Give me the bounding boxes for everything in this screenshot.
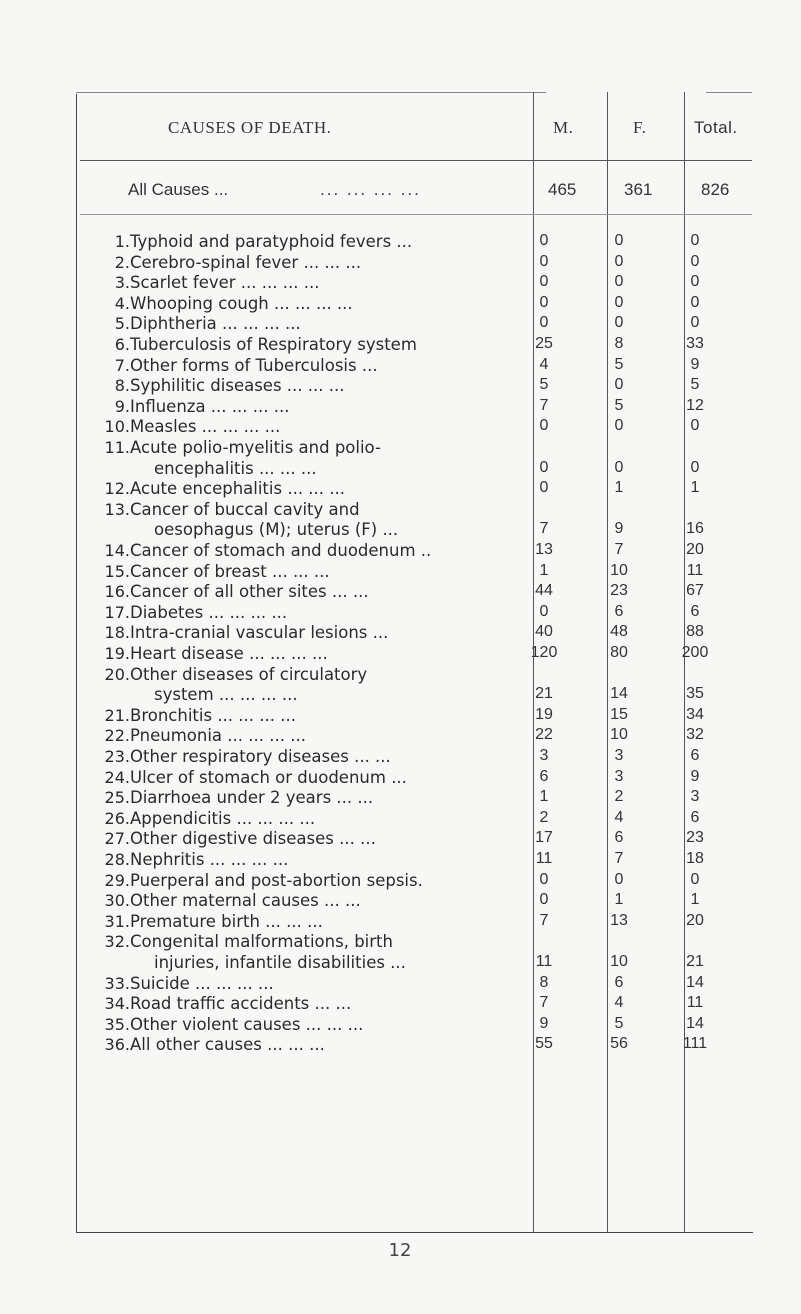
all-causes-dots: ... ... ... ...: [320, 180, 421, 199]
row-number: 23.: [104, 747, 130, 766]
cause-label: Other diseases of circulatory: [130, 664, 368, 684]
cause-label: Nephritis ... ... ... ...: [130, 850, 289, 869]
value-total: 33: [686, 335, 704, 352]
table-row: [76, 850, 752, 870]
cause-label: Tuberculosis of Respiratory system: [130, 335, 417, 354]
value-m: 7: [539, 396, 549, 414]
table-row: [76, 253, 752, 273]
row-number: 2.: [114, 252, 130, 272]
cause-label: Pneumonia ... ... ... ...: [130, 726, 306, 746]
value-m: 6: [539, 767, 549, 785]
row-number: 1.: [114, 232, 130, 251]
value-f: 1: [614, 479, 624, 497]
all-causes-rule: [80, 214, 752, 215]
value-f: 0: [614, 417, 624, 435]
table-row: [76, 891, 752, 911]
row-number: 36.: [104, 1035, 130, 1055]
row-number: 12.: [104, 479, 130, 499]
value-f: 0: [614, 293, 624, 311]
cause-label: Heart disease ... ... ... ...: [130, 644, 328, 663]
value-total: 0: [690, 232, 700, 249]
row-number: 8.: [114, 376, 130, 396]
value-m: 7: [539, 911, 549, 929]
value-m: 13: [535, 541, 553, 558]
value-total: 0: [690, 252, 700, 270]
row-number: 28.: [104, 850, 130, 869]
cause-label: Measles ... ... ... ...: [130, 417, 281, 437]
value-m: 3: [539, 747, 549, 764]
table-row: [76, 829, 752, 849]
table-row: [76, 1035, 752, 1055]
value-total: 20: [686, 911, 704, 929]
table-row: [76, 788, 752, 808]
value-total: 9: [690, 767, 700, 785]
value-total: 6: [690, 602, 700, 620]
value-total: 88: [686, 623, 704, 641]
table-row: [76, 912, 752, 932]
table-top-border: [76, 92, 546, 93]
value-f: 1: [614, 891, 624, 909]
value-total: 6: [690, 747, 700, 764]
cause-label: All other causes ... ... ...: [130, 1035, 325, 1055]
value-total: 0: [690, 417, 700, 435]
value-total: 32: [686, 726, 704, 744]
row-number: 18.: [104, 623, 130, 643]
table-row: [76, 932, 752, 972]
cause-label: Syphilitic diseases ... ... ...: [130, 376, 345, 396]
row-number: 35.: [104, 1014, 130, 1034]
page-number: 12: [388, 1240, 412, 1261]
value-m: 1: [539, 788, 549, 806]
value-f: 0: [614, 314, 624, 332]
row-number: 27.: [104, 829, 130, 849]
value-m: 4: [539, 355, 549, 373]
value-f: 0: [614, 458, 624, 476]
table-row: [76, 623, 752, 643]
row-number: 24.: [104, 767, 130, 787]
value-m: 2: [539, 808, 549, 826]
value-m: 44: [535, 582, 553, 600]
table-top-border-right: [706, 92, 752, 93]
value-f: 14: [610, 685, 628, 703]
row-number: 25.: [104, 788, 130, 808]
row-number: 34.: [104, 994, 130, 1014]
cause-label: Cerebro-spinal fever ... ... ...: [130, 252, 362, 272]
row-number: 9.: [114, 396, 130, 416]
row-number: 20.: [104, 664, 130, 684]
value-m: 40: [535, 623, 553, 641]
value-total: 21: [686, 952, 704, 970]
table-row: [76, 541, 752, 561]
table-row: [76, 417, 752, 437]
table-row: [76, 747, 752, 767]
value-total: 9: [690, 355, 700, 373]
cause-label: Other respiratory diseases ... ...: [130, 747, 391, 766]
header-rule: [80, 160, 752, 161]
cause-label: system ... ... ... ...: [154, 685, 298, 705]
row-number: 30.: [104, 891, 130, 911]
value-f: 3: [614, 767, 624, 785]
row-number: 22.: [104, 726, 130, 746]
all-causes-total: 826: [701, 180, 730, 199]
table-row: [76, 706, 752, 726]
cause-label: Scarlet fever ... ... ... ...: [130, 273, 320, 293]
row-number: 14.: [104, 541, 130, 560]
value-m: 22: [535, 726, 553, 744]
value-m: 8: [539, 973, 549, 991]
value-total: 34: [686, 705, 704, 723]
value-f: 10: [610, 726, 628, 744]
value-total: 14: [686, 973, 704, 991]
value-m: 0: [539, 602, 549, 620]
table-row: [76, 294, 752, 314]
value-total: 0: [690, 458, 700, 476]
value-f: 10: [610, 561, 628, 579]
value-m: 0: [539, 479, 549, 497]
table-row: [76, 479, 752, 499]
cause-label: Congenital malformations, birth: [130, 932, 393, 952]
table-row: [76, 335, 752, 355]
table-row: [76, 871, 752, 891]
table-row: [76, 499, 752, 540]
value-f: 7: [614, 850, 624, 867]
row-number: 33.: [104, 973, 130, 993]
cause-label: Suicide ... ... ... ...: [130, 973, 274, 993]
table-row: [76, 356, 752, 376]
value-total: 11: [686, 561, 704, 579]
value-f: 4: [614, 808, 624, 826]
value-f: 2: [614, 788, 624, 806]
m-header: M.: [553, 118, 574, 137]
value-total: 0: [690, 870, 700, 888]
all-causes-m: 465: [548, 180, 577, 199]
value-m: 21: [535, 685, 553, 703]
value-m: 0: [539, 273, 549, 291]
value-total: 35: [686, 685, 704, 703]
cause-label: Diabetes ... ... ... ...: [130, 602, 288, 622]
value-total: 67: [686, 582, 704, 600]
value-m: 120: [530, 644, 558, 661]
value-m: 0: [539, 252, 549, 270]
row-number: 3.: [114, 273, 130, 293]
row-number: 32.: [104, 932, 130, 952]
cause-label: oesophagus (M); uterus (F) ...: [154, 520, 399, 540]
row-number: 10.: [104, 417, 130, 437]
all-causes-f: 361: [624, 180, 653, 199]
value-m: 11: [535, 850, 553, 867]
value-total: 0: [690, 314, 700, 332]
value-f: 0: [614, 252, 624, 270]
value-m: 1: [539, 561, 549, 579]
cause-label: Puerperal and post-abortion sepsis.: [130, 870, 423, 890]
row-number: 21.: [104, 705, 130, 725]
cause-label: Premature birth ... ... ...: [130, 911, 323, 931]
value-f: 0: [614, 273, 624, 291]
value-m: 0: [539, 232, 549, 249]
table-row: [76, 273, 752, 293]
table-row: [76, 314, 752, 334]
value-m: 25: [535, 335, 553, 352]
table-row: [76, 726, 752, 746]
value-m: 0: [539, 891, 549, 909]
table-row: [76, 376, 752, 396]
cause-label: Appendicitis ... ... ... ...: [130, 808, 316, 828]
cause-label: Acute polio-myelitis and polio-: [130, 438, 381, 457]
table-row: [76, 438, 752, 478]
cause-label: Intra-cranial vascular lesions ...: [130, 623, 389, 643]
value-total: 12: [686, 396, 704, 414]
f-header: F.: [633, 118, 647, 137]
row-number: 26.: [104, 808, 130, 828]
table-row: [76, 664, 752, 705]
value-total: 1: [690, 479, 700, 497]
row-number: 7.: [114, 355, 130, 375]
value-f: 5: [614, 355, 624, 373]
table-row: [76, 768, 752, 788]
table-row: [76, 994, 752, 1014]
cause-label: Cancer of buccal cavity and: [130, 499, 360, 519]
value-total: 200: [681, 644, 709, 661]
row-number: 4.: [114, 293, 130, 313]
value-f: 0: [614, 376, 624, 394]
all-causes-label: All Causes ...: [128, 180, 229, 199]
value-m: 19: [535, 705, 553, 723]
value-total: 18: [686, 850, 704, 867]
cause-label: Other maternal causes ... ...: [130, 891, 361, 911]
row-number: 5.: [114, 314, 130, 334]
table-row: [76, 644, 752, 664]
table-row: [76, 1015, 752, 1035]
table-row: [76, 232, 752, 252]
value-m: 17: [535, 829, 553, 847]
value-m: 7: [539, 994, 549, 1012]
value-m: 11: [535, 952, 553, 970]
value-total: 1: [690, 891, 700, 909]
cause-label: Typhoid and paratyphoid fevers ...: [130, 232, 413, 251]
cause-label: Cancer of stomach and duodenum ..: [130, 541, 432, 560]
value-f: 23: [610, 582, 628, 600]
value-f: 4: [614, 994, 624, 1012]
table-row: [76, 603, 752, 623]
cause-label: Influenza ... ... ... ...: [130, 396, 290, 416]
value-f: 10: [610, 952, 628, 970]
value-f: 3: [614, 747, 624, 764]
value-total: 6: [690, 808, 700, 826]
value-total: 11: [686, 994, 704, 1012]
value-m: 0: [539, 417, 549, 435]
table-row: [76, 562, 752, 582]
value-total: 23: [686, 829, 704, 847]
cause-label: Ulcer of stomach or duodenum ...: [130, 767, 407, 787]
cause-label: Other forms of Tuberculosis ...: [130, 355, 378, 375]
table-row: [76, 809, 752, 829]
value-total: 16: [686, 520, 704, 538]
value-m: 55: [535, 1035, 553, 1053]
cause-label: injuries, infantile disabilities ...: [154, 952, 406, 972]
cause-label: Diphtheria ... ... ... ...: [130, 314, 301, 334]
value-total: 0: [690, 293, 700, 311]
value-m: 0: [539, 293, 549, 311]
cause-label: Whooping cough ... ... ... ...: [130, 293, 353, 313]
value-total: 0: [690, 273, 700, 291]
value-m: 0: [539, 458, 549, 476]
row-number: 15.: [104, 561, 130, 581]
value-f: 8: [614, 335, 624, 352]
cause-label: Road traffic accidents ... ...: [130, 994, 352, 1014]
cause-label: encephalitis ... ... ...: [154, 458, 317, 478]
row-number: 16.: [104, 582, 130, 602]
cause-label: Acute encephalitis ... ... ...: [130, 479, 346, 499]
cause-label: Bronchitis ... ... ... ...: [130, 705, 296, 725]
value-f: 0: [614, 870, 624, 888]
value-m: 9: [539, 1014, 549, 1032]
value-f: 6: [614, 602, 624, 620]
value-f: 48: [610, 623, 628, 641]
value-m: 0: [539, 314, 549, 332]
row-number: 11.: [104, 438, 130, 457]
value-total: 3: [690, 788, 700, 806]
table-row: [76, 974, 752, 994]
value-m: 5: [539, 376, 549, 394]
value-f: 6: [614, 973, 624, 991]
causes-header: CAUSES OF DEATH.: [168, 118, 332, 137]
row-number: 6.: [114, 335, 130, 354]
value-total: 20: [686, 541, 704, 558]
cause-label: Other digestive diseases ... ...: [130, 829, 376, 849]
value-total: 14: [686, 1014, 704, 1032]
table-row: [76, 582, 752, 602]
value-f: 5: [614, 396, 624, 414]
value-total: 5: [690, 376, 700, 394]
value-m: 0: [539, 870, 549, 888]
row-number: 31.: [104, 911, 130, 931]
row-number: 19.: [104, 644, 130, 663]
value-f: 56: [610, 1035, 628, 1053]
value-f: 6: [614, 829, 624, 847]
row-number: 13.: [104, 499, 130, 519]
total-header: Total.: [694, 118, 738, 137]
value-f: 13: [610, 911, 628, 929]
cause-label: Cancer of breast ... ... ...: [130, 561, 330, 581]
cause-label: Cancer of all other sites ... ...: [130, 582, 369, 602]
value-f: 9: [614, 520, 624, 538]
row-number: 17.: [104, 602, 130, 622]
value-total: 111: [682, 1035, 708, 1053]
row-number: 29.: [104, 870, 130, 890]
cause-label: Diarrhoea under 2 years ... ...: [130, 788, 374, 808]
value-m: 7: [539, 520, 549, 538]
value-f: 0: [614, 232, 624, 249]
table-row: [76, 397, 752, 417]
value-f: 7: [614, 541, 624, 558]
cause-label: Other violent causes ... ... ...: [130, 1014, 364, 1034]
value-f: 80: [610, 644, 628, 661]
value-f: 15: [610, 705, 628, 723]
value-f: 5: [614, 1014, 624, 1032]
